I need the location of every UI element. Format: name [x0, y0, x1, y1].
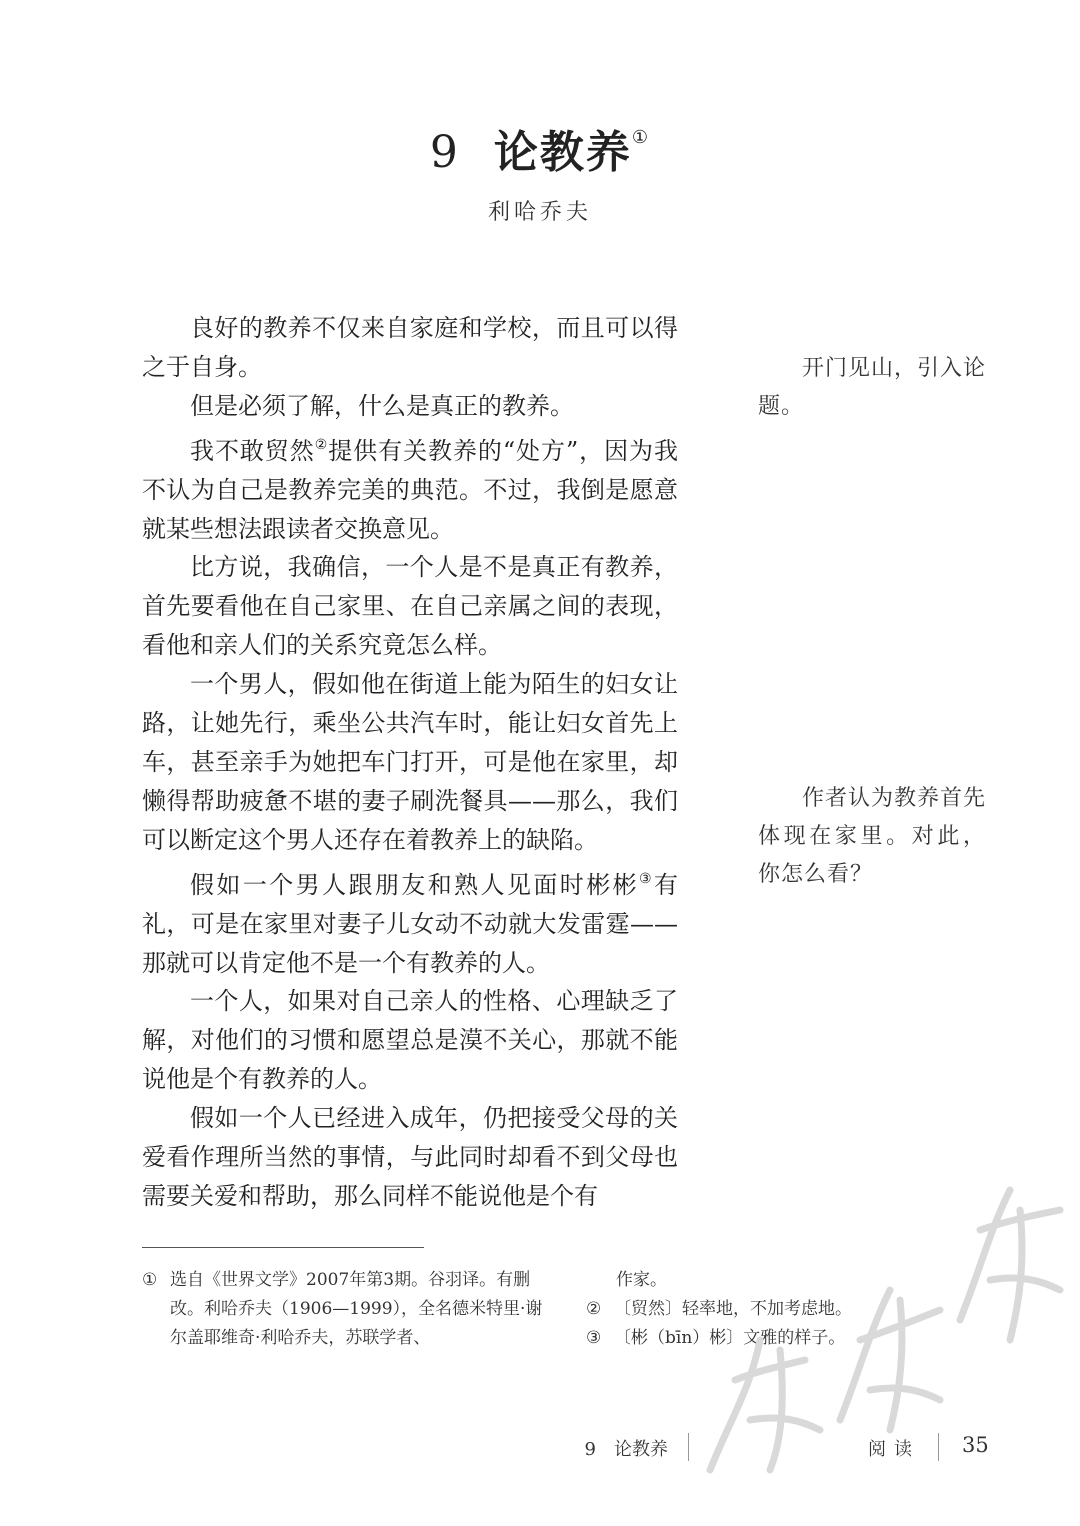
footnote-divider: [142, 1247, 424, 1248]
footnote-column-left: [142, 1266, 552, 1353]
footnote-1: [142, 1266, 552, 1353]
paragraph: 我不敢贸然②提供有关教养的“处方”，因为我不认为自己是教养完美的典范。不过，我倒是愿意就某些想法跟读者交换意见。: [142, 436, 678, 543]
lesson-number: 9: [429, 127, 460, 178]
footnote-mark[interactable]: ③: [639, 870, 654, 887]
paragraph: 一个男人，假如他在街道上能为陌生的妇女让路，让她先行，乘坐公共汽车时，能让妇女首先上车，甚至亲手为她把车门打开，可是他在家里，却懒得帮助疲惫不堪的妻子刷洗餐具——那么，我们可以断定这个男人还存在着教养上的缺陷。: [142, 670, 678, 854]
running-footer: [0, 1433, 1080, 1463]
footnote-marker: ③: [586, 1328, 602, 1348]
footnote-mark[interactable]: ②: [314, 436, 329, 453]
footnote-column-right: [586, 1266, 876, 1353]
footnote-2: [586, 1295, 876, 1324]
footnote-1-continuation: 作家。: [616, 1270, 667, 1290]
footnote-marker: ①: [142, 1270, 158, 1290]
paragraph: 但是必须了解，什么是真正的教养。: [190, 391, 574, 420]
footnote-text: 〔彬（bīn）彬〕文雅的样子。: [614, 1328, 846, 1348]
footer-divider: [688, 1433, 689, 1461]
paragraph: 良好的教养不仅来自家庭和学校，而且可以得之于自身。: [142, 314, 678, 381]
footnote-3: [586, 1324, 876, 1353]
author-name: 利哈乔夫: [487, 200, 592, 225]
footer-divider: [938, 1433, 939, 1461]
side-note-text: 作者认为教养首先体现在家里。对此，你怎么看？: [758, 786, 987, 887]
footnote-text: 〔贸然〕轻率地，不加考虑地。: [614, 1299, 852, 1319]
lesson-title-text: 论教养: [493, 127, 632, 178]
lesson-title: [0, 108, 1080, 183]
paragraph: 一个人，如果对自己亲人的性格、心理缺乏了解，对他们的习惯和愿望总是漠不关心，那就不能说他是个有教养的人。: [142, 987, 678, 1094]
page-number: 35: [962, 1433, 989, 1457]
paragraph: 假如一个男人跟朋友和熟人见面时彬彬③有礼，可是在家里对妻子儿女动不动就大发雷霆——那就可以肯定他不是一个有教养的人。: [142, 870, 678, 977]
footnote-text: 选自《世界文学》2007年第3期。谷羽译。有删改。利哈乔夫（1906—1999），全名德米特里·谢尔盖耶维奇·利哈乔夫，苏联学者、: [170, 1270, 543, 1348]
side-note: [758, 780, 986, 894]
paragraph: 比方说，我确信，一个人是不是真正有教养，首先要看他在自己家里、在自己亲属之间的表现，看他和亲人们的关系究竟怎么样。: [142, 553, 678, 660]
footer-chapter-title: 9 论教养: [584, 1439, 668, 1460]
side-note: [758, 350, 986, 426]
paragraph: 假如一个人已经进入成年，仍把接受父母的关爱看作理所当然的事情，与此同时却看不到父母也需要关爱和帮助，那么同样不能说他是个有: [142, 1104, 678, 1210]
article-body: [142, 309, 678, 1216]
footnote-marker: ②: [586, 1299, 602, 1319]
footer-section-name: 阅读: [868, 1439, 920, 1460]
side-note-text: 开门见山，引入论题。: [758, 356, 987, 419]
title-footnote-mark[interactable]: ①: [631, 127, 651, 148]
